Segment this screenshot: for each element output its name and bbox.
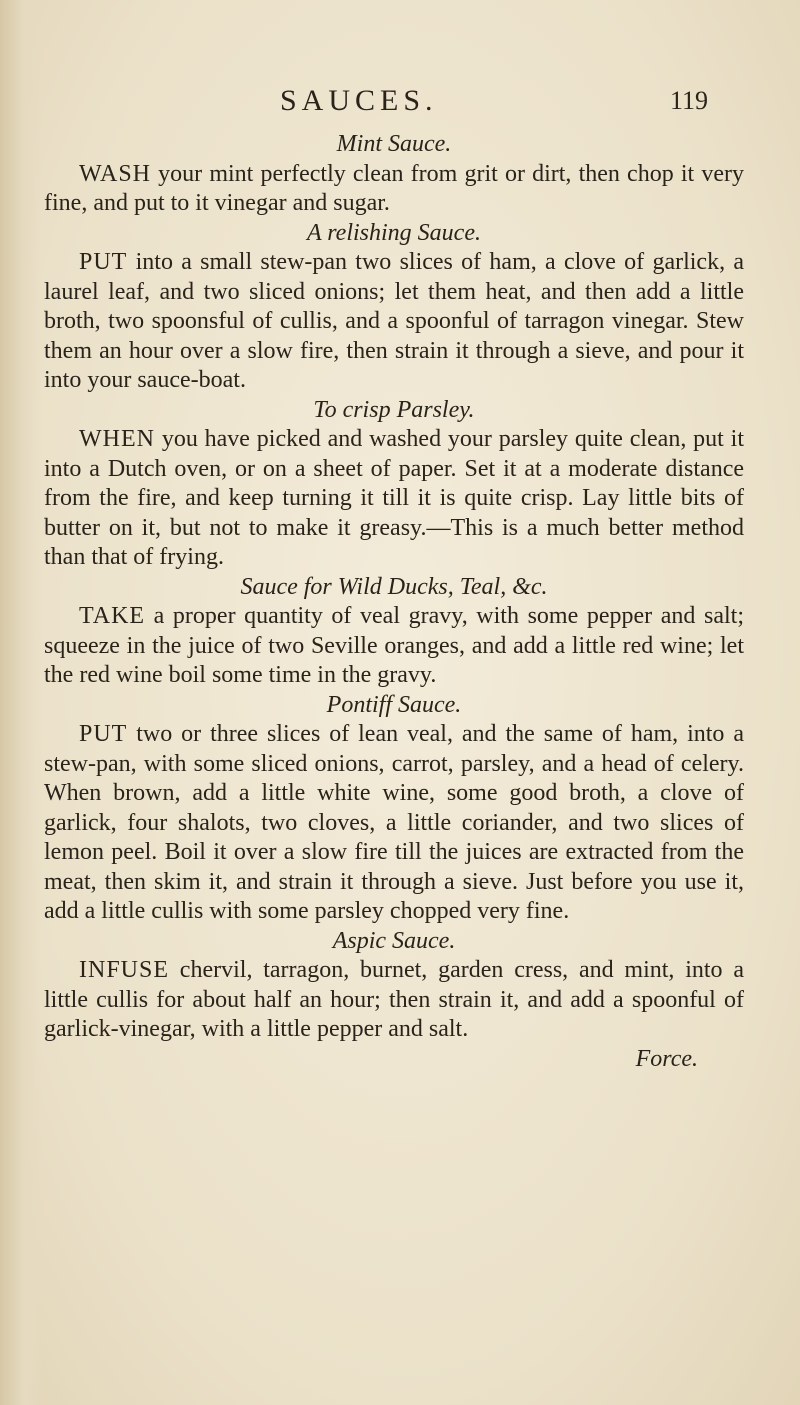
recipe-text-wild-ducks-sauce [44,602,744,691]
page-header [0,84,800,124]
recipe-text-relishing-sauce [44,248,744,396]
recipe-body-text: you have picked and washed your parsley quite clean, put it into a Dutch oven, or on a sheet of paper. Set it at a moderate distance from the fire, and keep turning it till it is quite crisp. Lay little bits of butter on it, but not to make it greasy.—This is a much better method than that of frying. [44,426,744,570]
recipe-body-text: two or three slices of lean veal, and the same of ham, into a stew-pan, with some sliced onions, carrot, parsley, and a head of celery. When brown, add a little white wine, some good broth, a clove of garlick, four shalots, two cloves, a little coriander, and two slices of lemon peel. Boil it over a slow fire till the juices are extracted from the meat, then skim it, and strain it through a sieve. Just before you use it, add a little cullis with some parsley chopped very fine. [44,721,744,924]
recipe-body-text: a proper quantity of veal gravy, with some pepper and salt; squeeze in the juice of two Seville oranges, and add a little red wine; let the red wine boil some time in the gravy. [44,603,744,688]
recipe-body-text: your mint perfectly clean from grit or dirt, then chop it very fine, and put to it vinegar and sugar. [44,160,744,216]
recipe-title-crisp-parsley: To crisp Parsley. [313,396,475,423]
recipe-title-wild-ducks-sauce: Sauce for Wild Ducks, Teal, &c. [240,573,548,600]
recipe-first-word: WHEN [79,426,155,452]
recipe-first-word: PUT [79,249,128,275]
recipe-title-pontiff-sauce: Pontiff Sauce. [326,691,462,718]
recipe-first-word: INFUSE [79,957,170,983]
recipe-body-text: chervil, tarragon, burnet, garden cress, and mint, into a little cullis for about half an hour; then strain it, and add a spoonful of garlick-vinegar, with a little pepper and salt. [44,957,744,1042]
recipe-text-mint-sauce [44,160,744,219]
page-gutter-shadow [0,0,42,1405]
recipe-first-word: WASH [79,160,152,187]
recipe-title-aspic-sauce: Aspic Sauce. [332,927,456,954]
catchword: Force. [635,1045,698,1072]
running-head: SAUCES. [280,84,438,117]
recipe-first-word: TAKE [79,603,146,629]
catchword-line [44,1045,744,1075]
recipe-text-crisp-parsley [44,425,744,573]
recipe-title-relishing-sauce: A relishing Sauce. [307,219,481,246]
page-number: 119 [670,86,709,115]
recipe-body-text: into a small stew-pan two slices of ham, a clove of garlick, a laurel leaf, and two sliced onions; let them heat, and then add a little broth, two spoonsful of cullis, and a spoonful of tarragon vinegar. Stew them an hour over a slow fire, then strain it through a sieve, and pour it into your sauce-boat. [44,249,744,393]
recipe-title-mint-sauce: Mint Sauce. [336,131,452,157]
recipe-text-aspic-sauce [44,956,744,1045]
page-body [44,130,744,1074]
recipe-text-pontiff-sauce [44,720,744,927]
recipe-first-word: PUT [79,721,128,747]
